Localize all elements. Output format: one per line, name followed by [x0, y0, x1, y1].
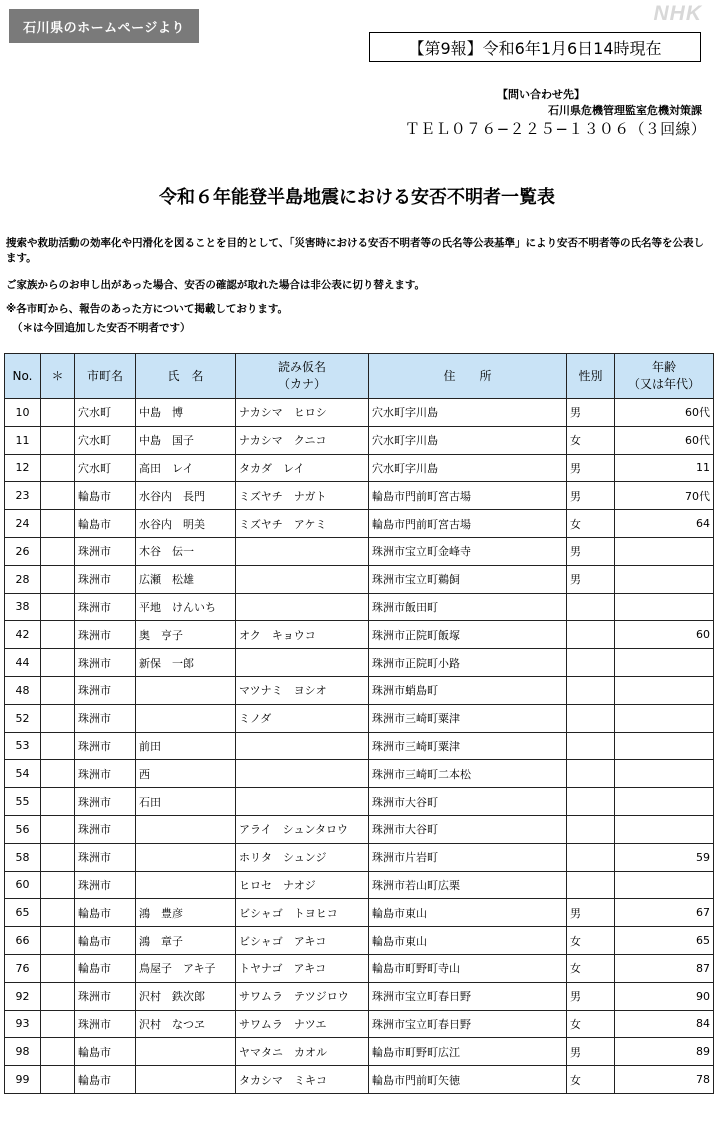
- cell-no: 76: [5, 954, 41, 982]
- cell-age: 60代: [615, 426, 714, 454]
- cell-sex: 女: [567, 510, 615, 538]
- cell-no: 65: [5, 899, 41, 927]
- cell-name: 鴻 豊彦: [136, 899, 236, 927]
- cell-name: 沢村 なつヱ: [136, 1010, 236, 1038]
- cell-no: 11: [5, 426, 41, 454]
- cell-city: 珠洲市: [75, 537, 136, 565]
- cell-new-marker: [41, 982, 75, 1010]
- cell-name: 沢村 鉄次郎: [136, 982, 236, 1010]
- cell-address: 穴水町字川島: [369, 399, 567, 427]
- cell-address: 珠洲市三崎町粟津: [369, 732, 567, 760]
- cell-no: 66: [5, 927, 41, 955]
- cell-kana: ヒロセ ナオジ: [236, 871, 369, 899]
- cell-city: 輪島市: [75, 1066, 136, 1094]
- header-name: 氏 名: [136, 354, 236, 399]
- cell-name: 奥 亨子: [136, 621, 236, 649]
- table-header-row: [5, 354, 714, 399]
- header-age: [615, 354, 714, 399]
- cell-address: 輪島市門前町宮古場: [369, 510, 567, 538]
- cell-name: 鳥屋子 アキ子: [136, 954, 236, 982]
- cell-sex: 女: [567, 927, 615, 955]
- cell-new-marker: [41, 954, 75, 982]
- cell-new-marker: [41, 565, 75, 593]
- cell-sex: [567, 676, 615, 704]
- cell-age: 70代: [615, 482, 714, 510]
- cell-address: 輪島市門前町矢徳: [369, 1066, 567, 1094]
- table-row: [5, 760, 714, 788]
- cell-sex: 男: [567, 399, 615, 427]
- cell-name: [136, 704, 236, 732]
- cell-city: 珠洲市: [75, 565, 136, 593]
- cell-city: 輪島市: [75, 1038, 136, 1066]
- cell-sex: [567, 843, 615, 871]
- cell-age: [615, 788, 714, 816]
- cell-new-marker: [41, 454, 75, 482]
- cell-no: 98: [5, 1038, 41, 1066]
- cell-no: 23: [5, 482, 41, 510]
- cell-new-marker: [41, 732, 75, 760]
- table-row: [5, 843, 714, 871]
- source-badge: 石川県のホームページより: [9, 9, 199, 43]
- table-row: [5, 871, 714, 899]
- table-row: [5, 454, 714, 482]
- cell-no: 54: [5, 760, 41, 788]
- cell-age: [615, 815, 714, 843]
- cell-age: 60代: [615, 399, 714, 427]
- header-age-line2: （又は年代）: [627, 377, 700, 391]
- cell-name: 平地 けんいち: [136, 593, 236, 621]
- cell-city: 珠洲市: [75, 732, 136, 760]
- cell-age: [615, 565, 714, 593]
- cell-address: 珠洲市大谷町: [369, 815, 567, 843]
- table-row: [5, 537, 714, 565]
- cell-city: 穴水町: [75, 426, 136, 454]
- cell-name: 鴻 章子: [136, 927, 236, 955]
- cell-sex: [567, 593, 615, 621]
- cell-no: 44: [5, 649, 41, 677]
- cell-sex: [567, 649, 615, 677]
- cell-kana: オク キョウコ: [236, 621, 369, 649]
- cell-new-marker: [41, 760, 75, 788]
- cell-kana: [236, 537, 369, 565]
- cell-kana: [236, 788, 369, 816]
- cell-city: 穴水町: [75, 399, 136, 427]
- cell-age: [615, 537, 714, 565]
- cell-new-marker: [41, 510, 75, 538]
- cell-name: [136, 815, 236, 843]
- cell-city: 珠洲市: [75, 676, 136, 704]
- cell-kana: サワムラ テツジロウ: [236, 982, 369, 1010]
- table-row: [5, 621, 714, 649]
- cell-no: 53: [5, 732, 41, 760]
- table-row: [5, 482, 714, 510]
- table-row: [5, 399, 714, 427]
- cell-city: 珠洲市: [75, 704, 136, 732]
- cell-sex: 男: [567, 565, 615, 593]
- cell-address: 輪島市町野町寺山: [369, 954, 567, 982]
- cell-no: 26: [5, 537, 41, 565]
- cell-city: 珠洲市: [75, 593, 136, 621]
- header-no: No.: [5, 354, 41, 399]
- cell-name: [136, 1038, 236, 1066]
- cell-age: 59: [615, 843, 714, 871]
- cell-new-marker: [41, 927, 75, 955]
- cell-kana: ナカシマ クニコ: [236, 426, 369, 454]
- header-kana-line2: （カナ）: [277, 377, 326, 391]
- table-row: [5, 1038, 714, 1066]
- cell-address: 珠洲市正院町小路: [369, 649, 567, 677]
- cell-sex: [567, 871, 615, 899]
- cell-address: 穴水町字川島: [369, 426, 567, 454]
- cell-name: [136, 1066, 236, 1094]
- table-row: [5, 565, 714, 593]
- table-row: [5, 1066, 714, 1094]
- cell-kana: ヤマタニ カオル: [236, 1038, 369, 1066]
- cell-kana: アライ シュンタロウ: [236, 815, 369, 843]
- cell-age: [615, 649, 714, 677]
- table-row: [5, 982, 714, 1010]
- cell-new-marker: [41, 1010, 75, 1038]
- cell-sex: 女: [567, 426, 615, 454]
- cell-age: 84: [615, 1010, 714, 1038]
- cell-address: 輪島市東山: [369, 927, 567, 955]
- cell-age: 60: [615, 621, 714, 649]
- cell-kana: [236, 649, 369, 677]
- intro-paragraph-family: ご家族からのお申し出があった場合、安否の確認が取れた場合は非公表に切り替えます。: [6, 279, 426, 291]
- cell-sex: 女: [567, 1066, 615, 1094]
- cell-city: 珠洲市: [75, 982, 136, 1010]
- cell-new-marker: [41, 1066, 75, 1094]
- cell-kana: ミズヤチ アケミ: [236, 510, 369, 538]
- cell-kana: ビシャゴ アキコ: [236, 927, 369, 955]
- cell-sex: 男: [567, 982, 615, 1010]
- cell-no: 58: [5, 843, 41, 871]
- cell-age: 67: [615, 899, 714, 927]
- cell-kana: タカシマ ミキコ: [236, 1066, 369, 1094]
- cell-kana: [236, 593, 369, 621]
- cell-age: [615, 593, 714, 621]
- cell-kana: トヤナゴ アキコ: [236, 954, 369, 982]
- cell-sex: [567, 732, 615, 760]
- table-row: [5, 954, 714, 982]
- cell-no: 42: [5, 621, 41, 649]
- table-row: [5, 426, 714, 454]
- table-row: [5, 815, 714, 843]
- cell-name: 水谷内 明美: [136, 510, 236, 538]
- intro-paragraph-source: ※各市町から、報告のあった方について掲載しております。: [6, 303, 289, 315]
- cell-sex: [567, 621, 615, 649]
- cell-sex: [567, 760, 615, 788]
- cell-sex: 女: [567, 954, 615, 982]
- cell-new-marker: [41, 788, 75, 816]
- cell-no: 24: [5, 510, 41, 538]
- cell-age: 87: [615, 954, 714, 982]
- cell-address: 輪島市門前町宮古場: [369, 482, 567, 510]
- cell-sex: 男: [567, 537, 615, 565]
- cell-name: 高田 レイ: [136, 454, 236, 482]
- cell-city: 輪島市: [75, 954, 136, 982]
- cell-sex: [567, 788, 615, 816]
- cell-new-marker: [41, 899, 75, 927]
- document-title: 令和６年能登半島地震における安否不明者一覧表: [159, 187, 555, 208]
- table-row: [5, 732, 714, 760]
- contact-heading: 【問い合わせ先】: [497, 88, 585, 101]
- cell-age: [615, 704, 714, 732]
- cell-address: 珠洲市蛸島町: [369, 676, 567, 704]
- cell-city: 穴水町: [75, 454, 136, 482]
- header-city: 市町名: [75, 354, 136, 399]
- cell-address: 珠洲市正院町飯塚: [369, 621, 567, 649]
- cell-no: 56: [5, 815, 41, 843]
- cell-city: 輪島市: [75, 927, 136, 955]
- cell-name: [136, 871, 236, 899]
- header-new-marker: ＊: [41, 354, 75, 399]
- cell-age: 90: [615, 982, 714, 1010]
- cell-city: 珠洲市: [75, 621, 136, 649]
- cell-age: [615, 760, 714, 788]
- cell-address: 珠洲市宝立町鵜飼: [369, 565, 567, 593]
- cell-no: 28: [5, 565, 41, 593]
- intro-paragraph-legend: （＊は今回追加した安否不明者です）: [12, 322, 191, 334]
- cell-no: 12: [5, 454, 41, 482]
- cell-name: [136, 843, 236, 871]
- cell-city: 珠洲市: [75, 843, 136, 871]
- cell-address: 珠洲市宝立町春日野: [369, 982, 567, 1010]
- cell-kana: ビシャゴ トヨヒコ: [236, 899, 369, 927]
- cell-name: 広瀬 松雄: [136, 565, 236, 593]
- table-row: [5, 649, 714, 677]
- cell-city: 珠洲市: [75, 760, 136, 788]
- cell-sex: 男: [567, 899, 615, 927]
- table-row: [5, 1010, 714, 1038]
- cell-sex: 男: [567, 454, 615, 482]
- cell-address: 珠洲市若山町広栗: [369, 871, 567, 899]
- cell-kana: サワムラ ナツエ: [236, 1010, 369, 1038]
- cell-kana: [236, 565, 369, 593]
- cell-name: 中島 博: [136, 399, 236, 427]
- cell-no: 92: [5, 982, 41, 1010]
- cell-new-marker: [41, 871, 75, 899]
- cell-address: 輪島市町野町広江: [369, 1038, 567, 1066]
- cell-new-marker: [41, 593, 75, 621]
- header-sex: 性別: [567, 354, 615, 399]
- cell-age: 78: [615, 1066, 714, 1094]
- cell-address: 穴水町字川島: [369, 454, 567, 482]
- cell-name: 水谷内 長門: [136, 482, 236, 510]
- cell-new-marker: [41, 399, 75, 427]
- cell-city: 珠洲市: [75, 815, 136, 843]
- cell-age: 11: [615, 454, 714, 482]
- cell-new-marker: [41, 426, 75, 454]
- cell-no: 10: [5, 399, 41, 427]
- report-status-box: 【第9報】令和6年1月6日14時現在: [369, 32, 701, 62]
- cell-new-marker: [41, 621, 75, 649]
- cell-address: 珠洲市宝立町金峰寺: [369, 537, 567, 565]
- cell-new-marker: [41, 815, 75, 843]
- cell-name: 新保 一郎: [136, 649, 236, 677]
- cell-new-marker: [41, 843, 75, 871]
- cell-no: 38: [5, 593, 41, 621]
- cell-city: 珠洲市: [75, 649, 136, 677]
- header-kana: [236, 354, 369, 399]
- cell-name: 中島 国子: [136, 426, 236, 454]
- cell-kana: [236, 732, 369, 760]
- cell-age: 65: [615, 927, 714, 955]
- cell-city: 珠洲市: [75, 1010, 136, 1038]
- cell-address: 珠洲市片岩町: [369, 843, 567, 871]
- cell-new-marker: [41, 537, 75, 565]
- cell-address: 珠洲市三崎町二本松: [369, 760, 567, 788]
- header-address: 住 所: [369, 354, 567, 399]
- cell-address: 珠洲市飯田町: [369, 593, 567, 621]
- cell-sex: [567, 815, 615, 843]
- missing-persons-table: [4, 353, 714, 1094]
- cell-age: 64: [615, 510, 714, 538]
- cell-kana: ホリタ シュンジ: [236, 843, 369, 871]
- cell-age: [615, 871, 714, 899]
- cell-name: 石田: [136, 788, 236, 816]
- cell-kana: [236, 760, 369, 788]
- cell-sex: 男: [567, 482, 615, 510]
- contact-office: 石川県危機管理監室危機対策課: [548, 104, 702, 117]
- cell-name: 前田: [136, 732, 236, 760]
- cell-city: 輪島市: [75, 482, 136, 510]
- cell-new-marker: [41, 704, 75, 732]
- cell-name: 木谷 伝一: [136, 537, 236, 565]
- cell-new-marker: [41, 1038, 75, 1066]
- intro-paragraph-purpose: 捜索や救助活動の効率化や円滑化を図ることを目的として、「災害時における安否不明者等の氏名等公表基準」により安否不明者等の氏名等を公表します。: [6, 237, 705, 264]
- cell-city: 輪島市: [75, 510, 136, 538]
- cell-city: 珠洲市: [75, 788, 136, 816]
- table-row: [5, 704, 714, 732]
- cell-sex: 女: [567, 1010, 615, 1038]
- table-row: [5, 788, 714, 816]
- cell-age: [615, 676, 714, 704]
- cell-no: 48: [5, 676, 41, 704]
- cell-kana: ナカシマ ヒロシ: [236, 399, 369, 427]
- table-row: [5, 676, 714, 704]
- cell-no: 99: [5, 1066, 41, 1094]
- cell-no: 93: [5, 1010, 41, 1038]
- cell-city: 珠洲市: [75, 871, 136, 899]
- cell-address: 輪島市東山: [369, 899, 567, 927]
- table-row: [5, 927, 714, 955]
- broadcaster-logo: NHK: [653, 2, 702, 25]
- table-row: [5, 899, 714, 927]
- cell-no: 60: [5, 871, 41, 899]
- cell-city: 輪島市: [75, 899, 136, 927]
- cell-new-marker: [41, 649, 75, 677]
- table-row: [5, 510, 714, 538]
- cell-address: 珠洲市三崎町粟津: [369, 704, 567, 732]
- cell-kana: ミズヤチ ナガト: [236, 482, 369, 510]
- cell-kana: ミノダ: [236, 704, 369, 732]
- cell-sex: [567, 704, 615, 732]
- cell-address: 珠洲市大谷町: [369, 788, 567, 816]
- cell-age: 89: [615, 1038, 714, 1066]
- cell-kana: マツナミ ヨシオ: [236, 676, 369, 704]
- header-age-line1: 年齢: [651, 360, 676, 374]
- cell-new-marker: [41, 482, 75, 510]
- cell-age: [615, 732, 714, 760]
- header-kana-line1: 読み仮名: [277, 360, 326, 374]
- table-row: [5, 593, 714, 621]
- cell-new-marker: [41, 676, 75, 704]
- cell-kana: タカダ レイ: [236, 454, 369, 482]
- cell-no: 52: [5, 704, 41, 732]
- cell-address: 珠洲市宝立町春日野: [369, 1010, 567, 1038]
- cell-name: [136, 676, 236, 704]
- cell-sex: 男: [567, 1038, 615, 1066]
- contact-phone: ＴＥＬ０７６−２２５−１３０６（３回線）: [404, 120, 706, 138]
- cell-no: 55: [5, 788, 41, 816]
- cell-name: 西: [136, 760, 236, 788]
